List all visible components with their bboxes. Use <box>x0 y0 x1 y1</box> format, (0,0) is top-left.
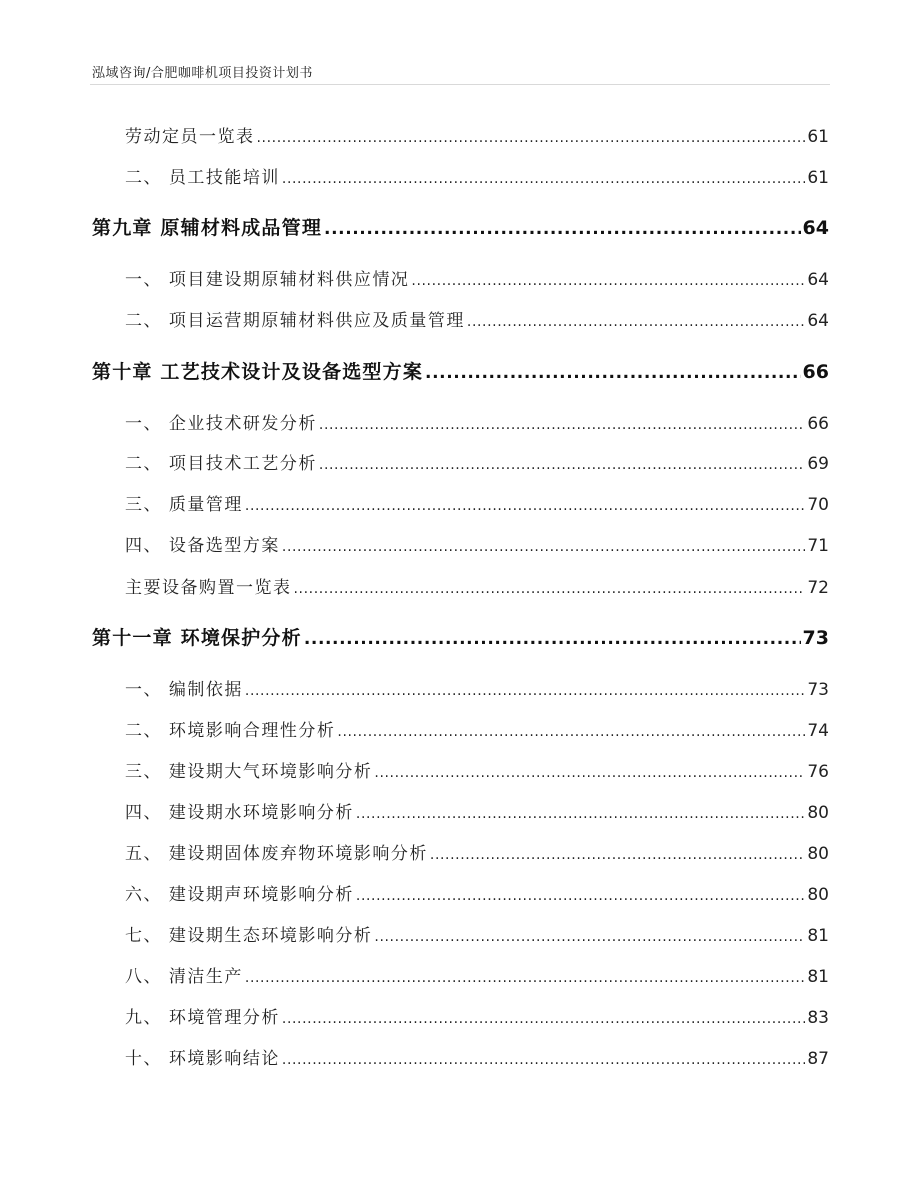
toc-chapter-page: 64 <box>802 217 829 239</box>
dot-leader <box>304 629 801 649</box>
toc-entry-title: 二、 项目技术工艺分析 <box>125 454 317 474</box>
toc-entry[interactable] <box>125 531 829 557</box>
dot-leader <box>319 457 805 473</box>
toc-entry[interactable] <box>125 716 829 742</box>
dot-leader <box>356 806 805 822</box>
toc-entry-title: 八、 清洁生产 <box>125 967 243 987</box>
toc-entry-title: 二、 项目运营期原辅材料供应及质量管理 <box>125 311 465 331</box>
toc-chapter-title: 第九章 原辅材料成品管理 <box>92 217 323 239</box>
toc-chapter-entry[interactable] <box>92 213 829 239</box>
running-header: 泓域咨询/合肥咖啡机项目投资计划书 <box>92 66 313 81</box>
dot-leader <box>257 130 806 146</box>
toc-entry-title: 三、 质量管理 <box>125 495 243 515</box>
toc-entry-title: 四、 设备选型方案 <box>125 536 280 556</box>
toc-entry-title: 五、 建设期固体废弃物环境影响分析 <box>125 844 428 864</box>
toc-entry[interactable] <box>125 449 829 475</box>
dot-leader <box>245 498 805 514</box>
toc-chapter-page: 73 <box>802 627 829 649</box>
dot-leader <box>430 847 805 863</box>
toc-entry-title: 三、 建设期大气环境影响分析 <box>125 762 373 782</box>
toc-entry[interactable] <box>125 573 829 599</box>
toc-entry-title: 二、 环境影响合理性分析 <box>125 721 336 741</box>
toc-entry-page: 71 <box>807 536 829 556</box>
dot-leader <box>245 970 805 986</box>
dot-leader <box>374 929 805 945</box>
toc-entry-title: 九、 环境管理分析 <box>125 1008 280 1028</box>
toc-entry-page: 64 <box>807 311 829 331</box>
dot-leader <box>245 683 805 699</box>
toc-entry-title: 劳动定员一览表 <box>125 127 255 147</box>
toc-entry-title: 一、 企业技术研发分析 <box>125 414 317 434</box>
toc-entry[interactable] <box>125 409 829 435</box>
toc-entry[interactable] <box>125 122 829 148</box>
toc-entry-page: 61 <box>807 168 829 188</box>
toc-entry[interactable] <box>125 490 829 516</box>
toc-entry-page: 81 <box>807 967 829 987</box>
toc-entry[interactable] <box>125 1003 829 1029</box>
toc-entry-page: 80 <box>807 885 829 905</box>
toc-entry-page: 80 <box>807 844 829 864</box>
dot-leader <box>282 539 805 555</box>
toc-entry-page: 80 <box>807 803 829 823</box>
dot-leader <box>282 1052 805 1068</box>
dot-leader <box>324 219 801 239</box>
toc-entry[interactable] <box>125 921 829 947</box>
dot-leader <box>411 273 805 289</box>
toc-chapter-title: 第十章 工艺技术设计及设备选型方案 <box>92 361 424 383</box>
toc-entry-page: 73 <box>807 680 829 700</box>
dot-leader <box>467 314 805 330</box>
toc-entry[interactable] <box>125 962 829 988</box>
toc-entry-title: 主要设备购置一览表 <box>125 578 292 598</box>
dot-leader <box>425 363 801 383</box>
toc-entry[interactable] <box>125 306 829 332</box>
toc-chapter-entry[interactable] <box>92 357 829 383</box>
toc-entry-title: 七、 建设期生态环境影响分析 <box>125 926 373 946</box>
toc-entry[interactable] <box>125 798 829 824</box>
toc-entry[interactable] <box>125 265 829 291</box>
toc-entry-title: 一、 编制依据 <box>125 680 243 700</box>
toc-chapter-entry[interactable] <box>92 623 829 649</box>
dot-leader <box>356 888 805 904</box>
dot-leader <box>282 1011 805 1027</box>
toc-chapter-page: 66 <box>802 361 829 383</box>
toc-entry-title: 二、 员工技能培训 <box>125 168 280 188</box>
toc-entry-page: 66 <box>807 414 829 434</box>
toc-entry-page: 81 <box>807 926 829 946</box>
toc-entry[interactable] <box>125 675 829 701</box>
toc-entry-title: 六、 建设期声环境影响分析 <box>125 885 354 905</box>
toc-entry-title: 十、 环境影响结论 <box>125 1049 280 1069</box>
toc-entry-page: 74 <box>807 721 829 741</box>
dot-leader <box>319 417 805 433</box>
toc-entry-page: 61 <box>807 127 829 147</box>
toc-entry[interactable] <box>125 839 829 865</box>
header-divider <box>90 84 830 85</box>
toc-entry-page: 69 <box>807 454 829 474</box>
toc-entry-page: 76 <box>807 762 829 782</box>
dot-leader <box>282 171 805 187</box>
toc-entry[interactable] <box>125 163 829 189</box>
toc-chapter-title: 第十一章 环境保护分析 <box>92 627 302 649</box>
toc-entry-page: 83 <box>807 1008 829 1028</box>
toc-entry-page: 64 <box>807 270 829 290</box>
toc-entry-page: 70 <box>807 495 829 515</box>
toc-entry[interactable] <box>125 757 829 783</box>
toc-entry-title: 四、 建设期水环境影响分析 <box>125 803 354 823</box>
dot-leader <box>294 581 806 597</box>
toc-entry-page: 72 <box>807 578 829 598</box>
toc-entry[interactable] <box>125 1044 829 1070</box>
dot-leader <box>337 724 805 740</box>
toc-entry-page: 87 <box>807 1049 829 1069</box>
toc-entry[interactable] <box>125 880 829 906</box>
dot-leader <box>374 765 805 781</box>
toc-entry-title: 一、 项目建设期原辅材料供应情况 <box>125 270 410 290</box>
